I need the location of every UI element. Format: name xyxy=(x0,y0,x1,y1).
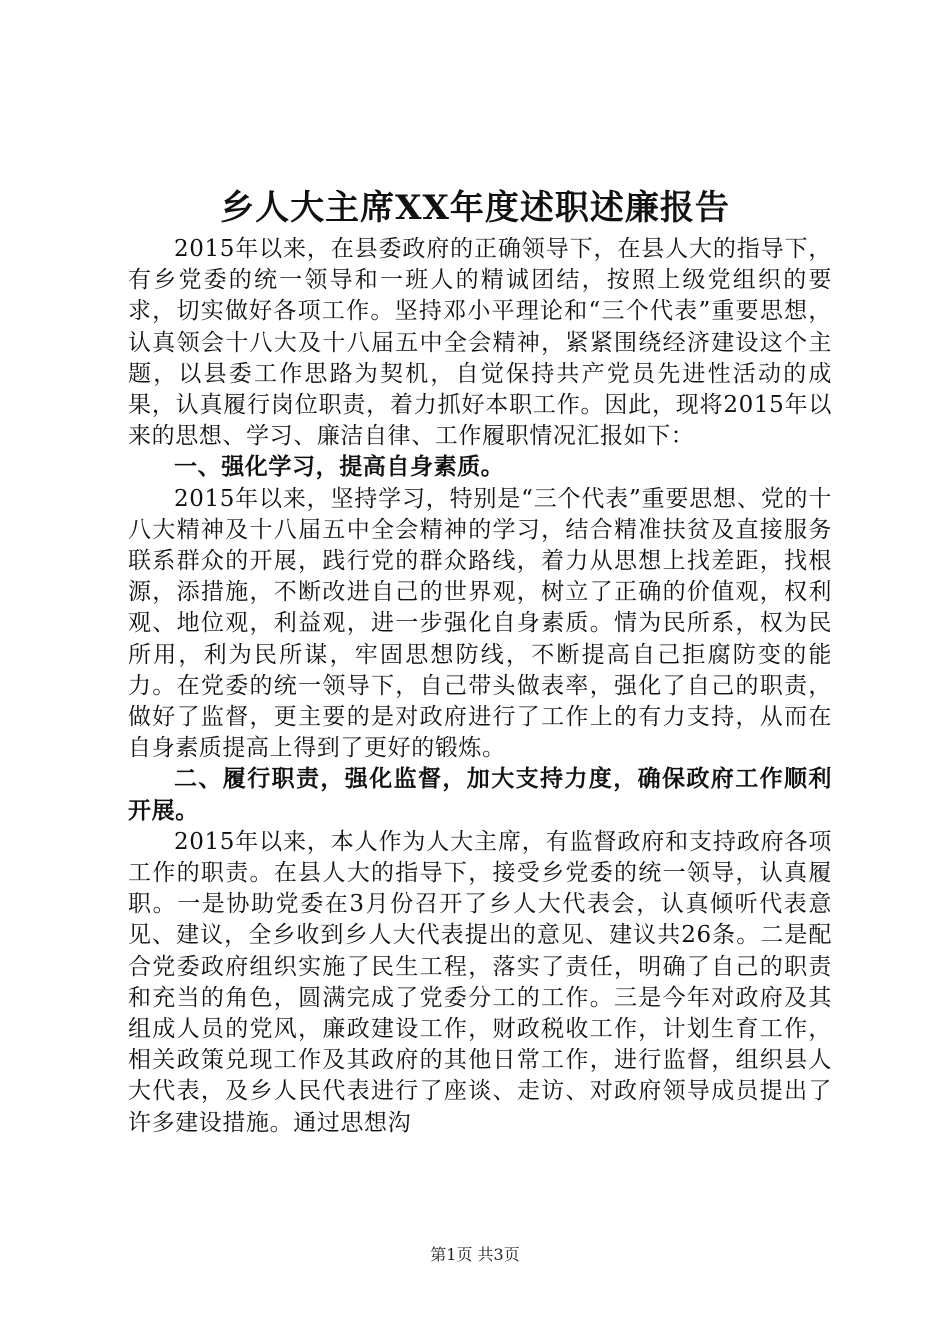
page-footer: 第1页 共3页 xyxy=(430,1245,520,1264)
section-heading-2: 二、履行职责，强化监督，加大支持力度，确保政府工作顺利开展。 xyxy=(128,766,832,824)
document-body xyxy=(128,234,832,1139)
document-title: 乡人大主席XX年度述职述廉报告 xyxy=(220,188,730,228)
intro-paragraph: 2015年以来，在县委政府的正确领导下，在县人大的指导下，有乡党委的统一领导和一班人的精诚团结，按照上级党组织的要求，切实做好各项工作。坚持邓小平理论和“三个代表”重要思想，认真领会十八大及十八届五中全会精神，紧紧围绕经济建设这个主题，以县委工作思路为契机，自觉保持共产党员先进性活动的成果，认真履行岗位职责，着力抓好本职工作。因此，现将2015年以来的思想、学习、廉洁自律、工作履职情况汇报如下： xyxy=(128,236,832,450)
section-2-paragraph: 2015年以来，本人作为人大主席，有监督政府和支持政府各项工作的职责。在县人大的指导下，接受乡党委的统一领导，认真履职。一是协助党委在3月份召开了乡人大代表会，认真倾听代表意见、建议，全乡收到乡人大代表提出的意见、建议共26条。二是配合党委政府组织实施了民生工程，落实了责任，明确了自己的职责和充当的角色，圆满完成了党委分工的工作。三是今年对政府及其组成人员的党风，廉政建设工作，财政税收工作，计划生育工作，相关政策兑现工作及其政府的其他日常工作，进行监督，组织县人大代表，及乡人民代表进行了座谈、走访、对政府领导成员提出了许多建设措施。通过思想沟 xyxy=(128,828,832,1136)
section-1-paragraph: 2015年以来，坚持学习，特别是“三个代表”重要思想、党的十八大精神及十八届五中全会精神的学习，结合精准扶贫及直接服务联系群众的开展，践行党的群众路线，着力从思想上找差距，找根源，添措施，不断改进自己的世界观，树立了正确的价值观，权利观、地位观，利益观，进一步强化自身素质。情为民所系，权为民所用，利为民所谋，牢固思想防线，不断提高自己拒腐防变的能力。在党委的统一领导下，自己带头做表率，强化了自己的职责，做好了监督，更主要的是对政府进行了工作上的有力支持，从而在自身素质提高上得到了更好的锻炼。 xyxy=(128,485,832,762)
section-heading-1: 一、强化学习，提高自身素质。 xyxy=(174,454,505,481)
